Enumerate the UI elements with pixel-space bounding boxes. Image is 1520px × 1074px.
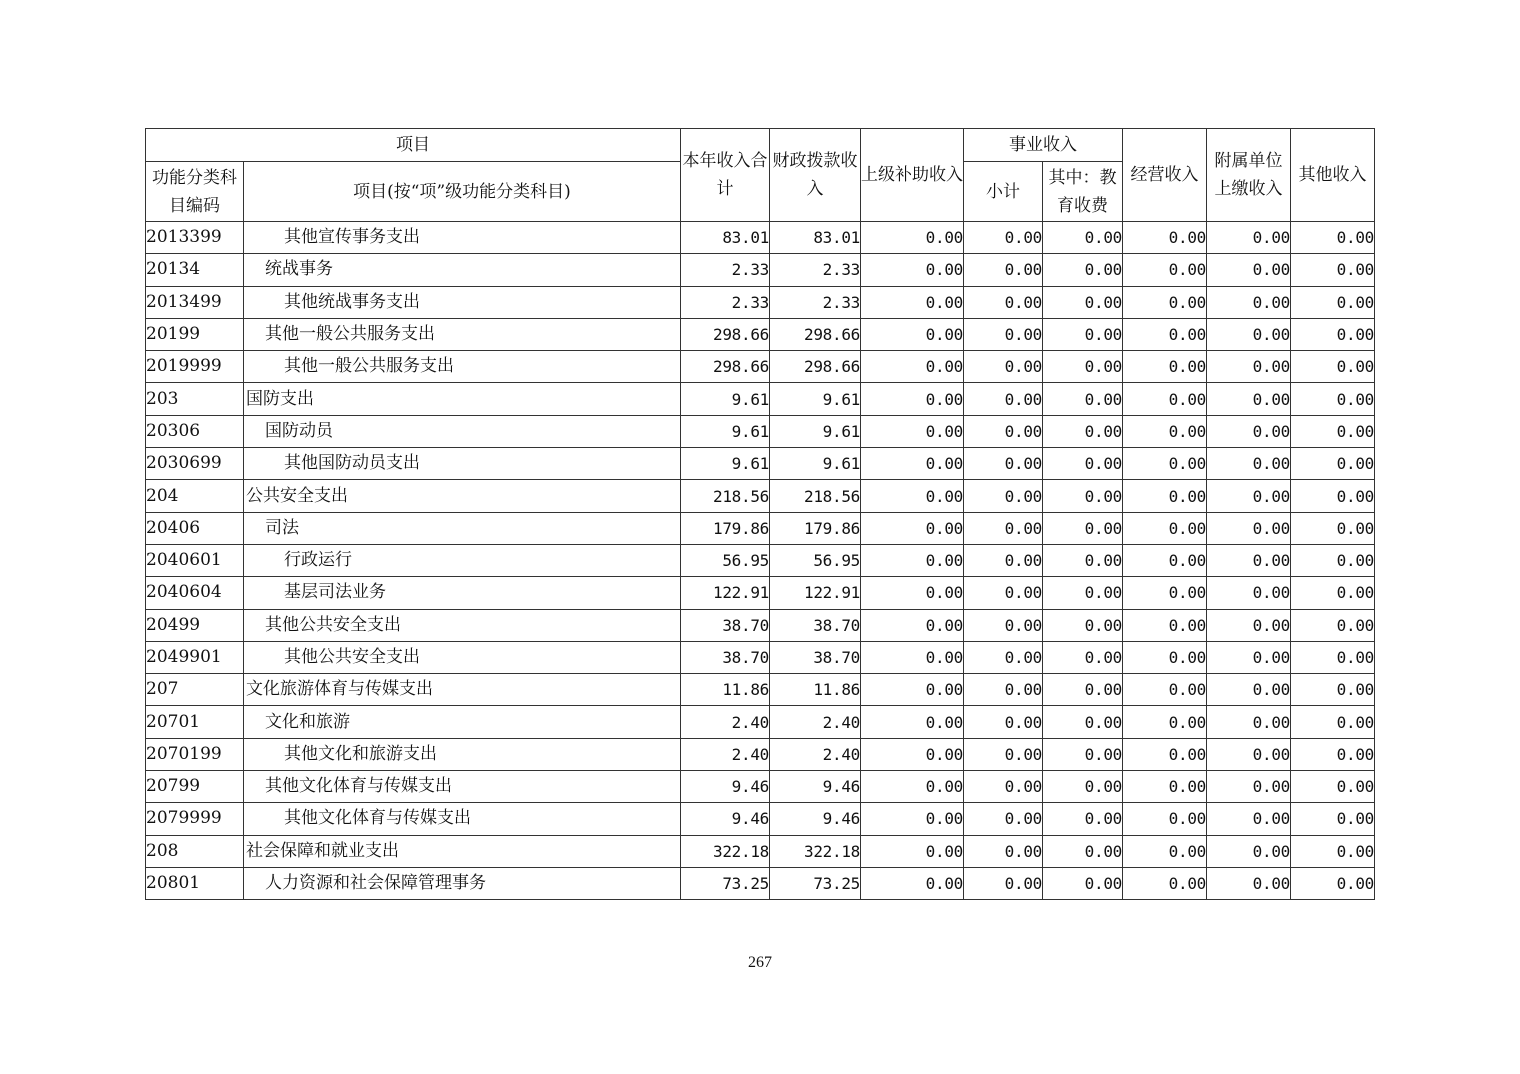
row-value: 2.40 — [681, 738, 770, 770]
row-value: 0.00 — [1123, 771, 1207, 803]
row-value: 0.00 — [1043, 480, 1123, 512]
row-name: 国防支出 — [244, 383, 681, 415]
row-value: 0.00 — [1123, 577, 1207, 609]
row-code: 2070199 — [146, 738, 244, 770]
row-value: 0.00 — [964, 706, 1043, 738]
row-code: 208 — [146, 835, 244, 867]
header-project: 项目 — [146, 129, 681, 162]
row-value: 0.00 — [1123, 706, 1207, 738]
row-value: 0.00 — [1207, 286, 1291, 318]
row-value: 0.00 — [964, 286, 1043, 318]
row-value: 11.86 — [770, 674, 861, 706]
row-value: 0.00 — [1043, 544, 1123, 576]
row-value: 0.00 — [1291, 448, 1375, 480]
row-value: 9.61 — [681, 448, 770, 480]
row-value: 0.00 — [1207, 512, 1291, 544]
row-value: 0.00 — [1123, 383, 1207, 415]
row-value: 9.61 — [681, 383, 770, 415]
table-row — [146, 641, 1375, 673]
row-value: 0.00 — [861, 222, 964, 254]
row-value: 0.00 — [1291, 254, 1375, 286]
row-value: 0.00 — [861, 609, 964, 641]
row-value: 0.00 — [1207, 803, 1291, 835]
row-name: 社会保障和就业支出 — [244, 835, 681, 867]
row-value: 0.00 — [1291, 318, 1375, 350]
row-value: 0.00 — [1207, 738, 1291, 770]
row-value: 0.00 — [861, 318, 964, 350]
row-value: 0.00 — [1123, 867, 1207, 899]
table-row — [146, 771, 1375, 803]
row-value: 0.00 — [964, 544, 1043, 576]
row-value: 0.00 — [1207, 351, 1291, 383]
row-value: 0.00 — [964, 448, 1043, 480]
row-value: 0.00 — [964, 867, 1043, 899]
row-value: 2.40 — [681, 706, 770, 738]
row-value: 298.66 — [681, 318, 770, 350]
row-value: 0.00 — [1043, 641, 1123, 673]
income-table — [145, 128, 1375, 900]
row-code: 2019999 — [146, 351, 244, 383]
row-code: 20406 — [146, 512, 244, 544]
row-value: 0.00 — [861, 448, 964, 480]
row-value: 0.00 — [964, 512, 1043, 544]
row-value: 0.00 — [964, 674, 1043, 706]
header-func-code: 功能分类科目编码 — [146, 162, 244, 222]
row-value: 298.66 — [681, 351, 770, 383]
row-value: 0.00 — [1043, 738, 1123, 770]
row-name: 其他文化体育与传媒支出 — [244, 803, 681, 835]
row-value: 0.00 — [1043, 512, 1123, 544]
header-fiscal: 财政拨款收入 — [770, 129, 861, 222]
row-value: 9.46 — [770, 771, 861, 803]
row-value: 0.00 — [861, 254, 964, 286]
row-value: 0.00 — [1291, 641, 1375, 673]
row-value: 0.00 — [1291, 222, 1375, 254]
row-code: 20801 — [146, 867, 244, 899]
table-row — [146, 480, 1375, 512]
row-name: 其他文化体育与传媒支出 — [244, 771, 681, 803]
table-row — [146, 609, 1375, 641]
row-value: 0.00 — [1043, 867, 1123, 899]
row-value: 0.00 — [964, 803, 1043, 835]
row-value: 0.00 — [861, 351, 964, 383]
row-name: 统战事务 — [244, 254, 681, 286]
row-name: 其他一般公共服务支出 — [244, 351, 681, 383]
row-value: 9.61 — [770, 383, 861, 415]
table-row — [146, 415, 1375, 447]
row-value: 0.00 — [1207, 577, 1291, 609]
row-value: 0.00 — [964, 318, 1043, 350]
row-value: 38.70 — [770, 609, 861, 641]
row-value: 0.00 — [861, 383, 964, 415]
row-value: 0.00 — [1043, 803, 1123, 835]
row-value: 11.86 — [681, 674, 770, 706]
header-subtotal: 小计 — [964, 162, 1043, 222]
row-value: 322.18 — [681, 835, 770, 867]
row-value: 0.00 — [964, 351, 1043, 383]
row-value: 9.61 — [770, 415, 861, 447]
row-value: 0.00 — [1123, 415, 1207, 447]
row-value: 0.00 — [1291, 803, 1375, 835]
row-code: 2013499 — [146, 286, 244, 318]
row-value: 0.00 — [1207, 641, 1291, 673]
row-value: 0.00 — [1291, 835, 1375, 867]
row-value: 73.25 — [770, 867, 861, 899]
row-code: 2079999 — [146, 803, 244, 835]
row-value: 0.00 — [861, 415, 964, 447]
row-value: 0.00 — [1123, 674, 1207, 706]
row-code: 20701 — [146, 706, 244, 738]
table-row — [146, 254, 1375, 286]
row-value: 0.00 — [964, 577, 1043, 609]
row-value: 0.00 — [964, 480, 1043, 512]
row-value: 73.25 — [681, 867, 770, 899]
row-value: 0.00 — [861, 867, 964, 899]
row-value: 0.00 — [1207, 318, 1291, 350]
row-value: 0.00 — [1043, 415, 1123, 447]
row-value: 0.00 — [861, 544, 964, 576]
page-number: 267 — [748, 954, 772, 971]
row-code: 2040604 — [146, 577, 244, 609]
table-row — [146, 577, 1375, 609]
row-value: 0.00 — [1291, 771, 1375, 803]
row-value: 0.00 — [1207, 222, 1291, 254]
table-row — [146, 286, 1375, 318]
row-value: 0.00 — [1043, 835, 1123, 867]
row-value: 0.00 — [1291, 383, 1375, 415]
row-name: 人力资源和社会保障管理事务 — [244, 867, 681, 899]
row-value: 218.56 — [770, 480, 861, 512]
table-row — [146, 835, 1375, 867]
row-value: 0.00 — [861, 674, 964, 706]
row-value: 0.00 — [1123, 448, 1207, 480]
table-row — [146, 448, 1375, 480]
row-name: 文化旅游体育与传媒支出 — [244, 674, 681, 706]
row-name: 其他公共安全支出 — [244, 609, 681, 641]
row-value: 0.00 — [964, 415, 1043, 447]
row-value: 0.00 — [861, 706, 964, 738]
row-value: 0.00 — [1291, 738, 1375, 770]
row-value: 0.00 — [1291, 480, 1375, 512]
row-value: 0.00 — [1043, 351, 1123, 383]
row-value: 0.00 — [1207, 706, 1291, 738]
row-value: 0.00 — [1291, 512, 1375, 544]
row-value: 2.40 — [770, 706, 861, 738]
row-value: 0.00 — [861, 480, 964, 512]
row-value: 0.00 — [1207, 448, 1291, 480]
row-value: 179.86 — [681, 512, 770, 544]
row-value: 0.00 — [1043, 448, 1123, 480]
row-value: 0.00 — [964, 609, 1043, 641]
row-value: 0.00 — [964, 641, 1043, 673]
row-value: 2.40 — [770, 738, 861, 770]
row-name: 其他国防动员支出 — [244, 448, 681, 480]
row-value: 0.00 — [1291, 706, 1375, 738]
row-code: 204 — [146, 480, 244, 512]
header-affiliated: 附属单位上缴收入 — [1207, 129, 1291, 222]
table-row — [146, 383, 1375, 415]
row-value: 0.00 — [1043, 609, 1123, 641]
row-code: 2013399 — [146, 222, 244, 254]
row-value: 0.00 — [1123, 318, 1207, 350]
row-code: 20499 — [146, 609, 244, 641]
row-value: 0.00 — [1123, 286, 1207, 318]
row-value: 0.00 — [861, 771, 964, 803]
row-value: 122.91 — [770, 577, 861, 609]
row-value: 0.00 — [964, 222, 1043, 254]
row-value: 56.95 — [770, 544, 861, 576]
row-value: 0.00 — [1123, 512, 1207, 544]
row-value: 0.00 — [1207, 609, 1291, 641]
row-name: 行政运行 — [244, 544, 681, 576]
row-value: 0.00 — [1123, 609, 1207, 641]
row-value: 0.00 — [861, 286, 964, 318]
table-row — [146, 803, 1375, 835]
row-value: 9.61 — [770, 448, 861, 480]
row-name: 国防动员 — [244, 415, 681, 447]
row-value: 0.00 — [861, 512, 964, 544]
row-value: 0.00 — [1123, 351, 1207, 383]
row-value: 9.46 — [681, 771, 770, 803]
row-value: 322.18 — [770, 835, 861, 867]
row-value: 2.33 — [681, 254, 770, 286]
table-row — [146, 351, 1375, 383]
row-value: 298.66 — [770, 318, 861, 350]
row-value: 0.00 — [1043, 286, 1123, 318]
row-value: 0.00 — [1207, 254, 1291, 286]
row-value: 0.00 — [1043, 222, 1123, 254]
row-value: 218.56 — [681, 480, 770, 512]
row-value: 9.46 — [770, 803, 861, 835]
row-value: 2.33 — [770, 254, 861, 286]
row-name: 其他文化和旅游支出 — [244, 738, 681, 770]
header-business-income: 事业收入 — [964, 129, 1123, 162]
header-other: 其他收入 — [1291, 129, 1375, 222]
row-code: 2040601 — [146, 544, 244, 576]
row-value: 0.00 — [1123, 738, 1207, 770]
row-value: 0.00 — [1207, 544, 1291, 576]
row-value: 0.00 — [964, 771, 1043, 803]
row-value: 0.00 — [1291, 286, 1375, 318]
row-value: 0.00 — [861, 738, 964, 770]
row-value: 38.70 — [681, 641, 770, 673]
row-value: 0.00 — [1123, 222, 1207, 254]
row-code: 20306 — [146, 415, 244, 447]
row-value: 0.00 — [1123, 480, 1207, 512]
header-superior-subsidy: 上级补助收入 — [861, 129, 964, 222]
row-code: 20134 — [146, 254, 244, 286]
row-value: 298.66 — [770, 351, 861, 383]
row-value: 0.00 — [1207, 383, 1291, 415]
row-name: 文化和旅游 — [244, 706, 681, 738]
table-row — [146, 512, 1375, 544]
table-body — [146, 222, 1375, 900]
row-name: 其他公共安全支出 — [244, 641, 681, 673]
row-value: 9.46 — [681, 803, 770, 835]
row-value: 0.00 — [1207, 415, 1291, 447]
row-value: 0.00 — [1291, 415, 1375, 447]
row-value: 0.00 — [1043, 771, 1123, 803]
row-value: 0.00 — [1123, 803, 1207, 835]
row-value: 0.00 — [861, 835, 964, 867]
row-value: 0.00 — [1043, 706, 1123, 738]
row-code: 207 — [146, 674, 244, 706]
table-row — [146, 318, 1375, 350]
table-row — [146, 674, 1375, 706]
row-value: 0.00 — [1043, 318, 1123, 350]
header-edu-fee: 其中：教育收费 — [1043, 162, 1123, 222]
row-value: 0.00 — [1043, 674, 1123, 706]
row-name: 其他一般公共服务支出 — [244, 318, 681, 350]
table-row — [146, 867, 1375, 899]
row-value: 38.70 — [770, 641, 861, 673]
row-value: 9.61 — [681, 415, 770, 447]
row-value: 0.00 — [1207, 867, 1291, 899]
row-value: 122.91 — [681, 577, 770, 609]
row-value: 2.33 — [681, 286, 770, 318]
row-name: 其他统战事务支出 — [244, 286, 681, 318]
row-value: 0.00 — [964, 738, 1043, 770]
row-name: 公共安全支出 — [244, 480, 681, 512]
table-row — [146, 706, 1375, 738]
table-row — [146, 738, 1375, 770]
row-code: 203 — [146, 383, 244, 415]
row-code: 2049901 — [146, 641, 244, 673]
row-value: 0.00 — [1043, 383, 1123, 415]
row-value: 0.00 — [1123, 544, 1207, 576]
row-value: 0.00 — [1291, 544, 1375, 576]
row-value: 2.33 — [770, 286, 861, 318]
row-value: 38.70 — [681, 609, 770, 641]
row-value: 0.00 — [1207, 480, 1291, 512]
row-value: 83.01 — [681, 222, 770, 254]
row-name: 基层司法业务 — [244, 577, 681, 609]
header-project-detail: 项目(按“项”级功能分类科目) — [244, 162, 681, 222]
row-value: 0.00 — [1291, 609, 1375, 641]
header-operating: 经营收入 — [1123, 129, 1207, 222]
row-name: 其他宣传事务支出 — [244, 222, 681, 254]
row-value: 0.00 — [1207, 835, 1291, 867]
row-name: 司法 — [244, 512, 681, 544]
row-value: 83.01 — [770, 222, 861, 254]
row-value: 0.00 — [1207, 771, 1291, 803]
row-value: 0.00 — [861, 641, 964, 673]
row-value: 0.00 — [1123, 641, 1207, 673]
row-value: 0.00 — [861, 803, 964, 835]
row-value: 0.00 — [1291, 674, 1375, 706]
row-value: 0.00 — [964, 383, 1043, 415]
row-value: 56.95 — [681, 544, 770, 576]
row-value: 0.00 — [1291, 351, 1375, 383]
table-row — [146, 544, 1375, 576]
row-code: 2030699 — [146, 448, 244, 480]
row-code: 20799 — [146, 771, 244, 803]
row-value: 0.00 — [1291, 577, 1375, 609]
row-value: 0.00 — [964, 835, 1043, 867]
row-value: 0.00 — [964, 254, 1043, 286]
row-value: 0.00 — [1291, 867, 1375, 899]
row-value: 179.86 — [770, 512, 861, 544]
table-row — [146, 222, 1375, 254]
row-value: 0.00 — [861, 577, 964, 609]
row-value: 0.00 — [1043, 254, 1123, 286]
header-total-income: 本年收入合计 — [681, 129, 770, 222]
row-value: 0.00 — [1123, 254, 1207, 286]
row-code: 20199 — [146, 318, 244, 350]
row-value: 0.00 — [1043, 577, 1123, 609]
row-value: 0.00 — [1207, 674, 1291, 706]
row-value: 0.00 — [1123, 835, 1207, 867]
